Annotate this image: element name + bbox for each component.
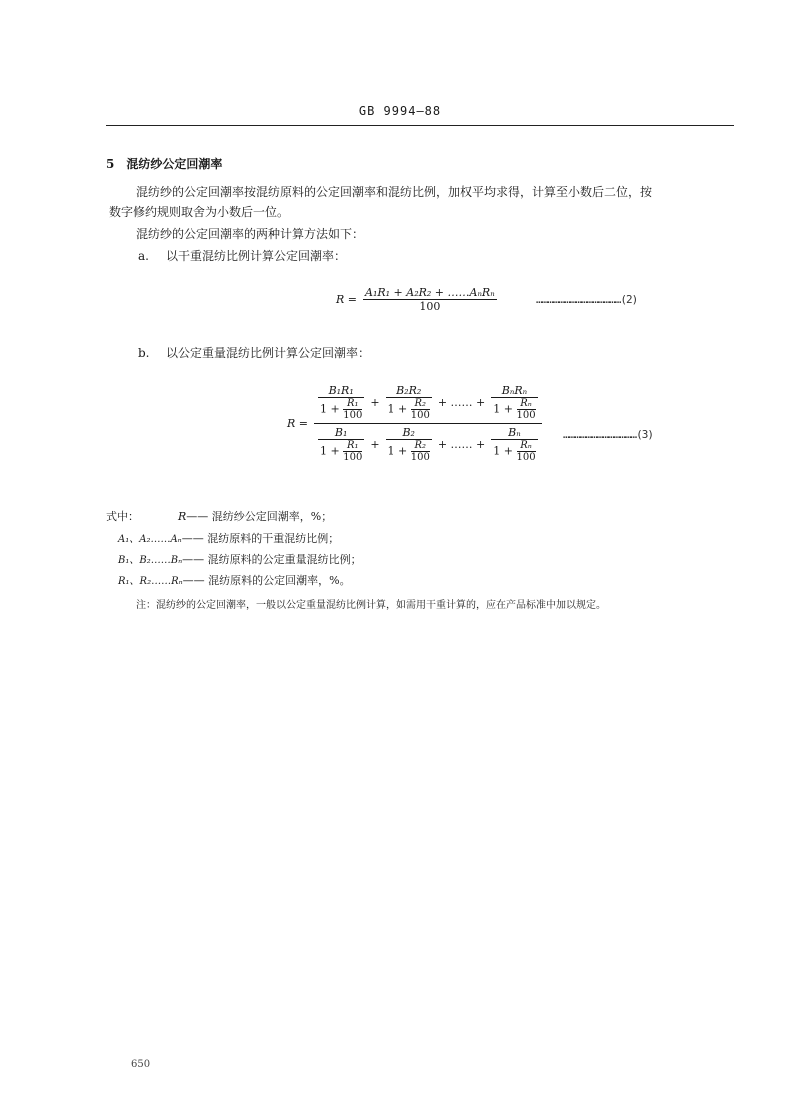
term-2-lower xyxy=(386,426,432,463)
r2-over-100 xyxy=(411,398,430,421)
section-title: 混纺纱公定回潮率 xyxy=(126,157,223,171)
section-heading xyxy=(106,155,222,172)
one-plus: 1 + xyxy=(320,444,340,458)
formula-3-main-fraction xyxy=(314,382,542,465)
one-plus: 1 + xyxy=(320,402,340,416)
bn: Bₙ xyxy=(508,426,521,439)
list-item-a xyxy=(138,247,346,264)
plus-sign: + xyxy=(370,396,380,409)
formula-2-numerator: A₁R₁ + A₂R₂ + ……AₙRₙ xyxy=(365,286,495,299)
r2: R₂ xyxy=(414,398,427,409)
where-r-symbol: R xyxy=(178,510,187,523)
formula-2-number: (2) xyxy=(620,293,638,306)
term-n-lower xyxy=(491,426,537,463)
paragraph-2: 混纺纱的公定回潮率的两种计算方法如下： xyxy=(136,227,365,241)
one-plus: 1 + xyxy=(493,402,513,416)
formula-2-number-row xyxy=(536,293,637,306)
where-b-desc: —— 混纺原料的公定重量混纺比例； xyxy=(182,553,362,566)
where-a xyxy=(118,530,339,546)
formula-3-lhs: R = xyxy=(287,417,308,430)
term-2-numerator xyxy=(386,384,432,421)
paragraph-1-line-1: 混纺纱的公定回潮率按混纺原料的公定回潮率和混纺比例，加权平均求得，计算至小数后二位，按 xyxy=(136,185,653,199)
formula-3-numerator xyxy=(314,382,542,423)
where-a-desc: —— 混纺原料的干重混纺比例； xyxy=(181,532,340,545)
formula-3-number-row xyxy=(563,428,653,441)
b2: B₂ xyxy=(402,426,415,439)
term-n-lower-denominator xyxy=(491,440,537,463)
where-r-desc: —— 混纺纱公定回潮率，%； xyxy=(186,510,333,523)
paragraph-1-line-2: 数字修约规则取舍为小数后一位。 xyxy=(109,205,290,219)
term-2-denominator xyxy=(386,398,432,421)
hundred: 100 xyxy=(343,452,363,463)
one-plus: 1 + xyxy=(493,444,513,458)
term-2-lower-denominator xyxy=(386,440,432,463)
one-plus: 1 + xyxy=(387,402,408,416)
formula-3-number: (3) xyxy=(636,428,653,441)
formula-2-denominator: 100 xyxy=(419,300,441,313)
r1-over-100 xyxy=(343,398,362,421)
where-r xyxy=(106,508,332,524)
plus-sign: + xyxy=(370,438,380,451)
item-a-label: a. xyxy=(138,249,149,263)
r1: R₁ xyxy=(346,440,359,451)
b1: B₁ xyxy=(334,426,348,439)
where-intro: 式中： xyxy=(106,510,139,523)
b1r1: B₁R₁ xyxy=(328,384,354,397)
term-n-numerator xyxy=(491,384,537,421)
r1: R₁ xyxy=(346,398,359,409)
item-a-text: 以干重混纺比例计算公定回潮率： xyxy=(166,249,347,263)
document-code-header: GB 9994—88 xyxy=(358,104,442,118)
term-1-lower-denominator xyxy=(318,440,364,463)
page-number: 650 xyxy=(131,1059,151,1070)
where-rr-desc: —— 混纺原料的公定回潮率，%。 xyxy=(182,574,351,587)
ellipsis-plus: + …… + xyxy=(437,438,486,451)
formula-2-leader: ……………………………………… xyxy=(536,293,621,306)
r2-over-100 xyxy=(411,440,430,463)
hundred: 100 xyxy=(516,410,536,421)
term-n-denominator xyxy=(491,398,537,421)
formula-2-fraction xyxy=(363,286,497,313)
item-b-label: b. xyxy=(138,346,150,360)
where-b-symbol: B₁、B₂……Bₙ xyxy=(118,555,183,566)
formula-2 xyxy=(336,286,497,313)
hundred: 100 xyxy=(516,452,536,463)
header-rule xyxy=(106,125,734,126)
list-item-b xyxy=(138,344,370,361)
b2r2: B₂R₂ xyxy=(396,384,422,397)
bnrn: BₙRₙ xyxy=(501,384,528,397)
hundred: 100 xyxy=(410,410,430,421)
hundred: 100 xyxy=(410,452,430,463)
term-1-numerator xyxy=(318,384,364,421)
r2: R₂ xyxy=(414,440,427,451)
where-b xyxy=(118,551,362,567)
where-rr xyxy=(118,572,351,588)
term-1-denominator xyxy=(318,398,364,421)
term-1-lower xyxy=(318,426,364,463)
formula-3-denominator xyxy=(314,424,542,465)
rn-over-100 xyxy=(517,398,536,421)
item-b-text: 以公定重量混纺比例计算公定回潮率： xyxy=(166,346,371,360)
footnote: 注：混纺纱的公定回潮率，一般以公定重量混纺比例计算，如需用干重计算的，应在产品标准中加以规定。 xyxy=(136,600,606,611)
rn-over-100 xyxy=(517,440,536,463)
rn: Rₙ xyxy=(520,398,532,409)
one-plus: 1 + xyxy=(387,444,408,458)
where-rr-symbol: R₁、R₂……Rₙ xyxy=(118,576,183,587)
rn: Rₙ xyxy=(520,440,532,451)
section-number: 5 xyxy=(106,157,115,171)
r1-over-100 xyxy=(343,440,362,463)
ellipsis-plus: + …… + xyxy=(437,396,486,409)
formula-3-leader: ………………………………… xyxy=(563,428,637,441)
where-a-symbol: A₁、A₂……Aₙ xyxy=(118,534,182,545)
formula-2-lhs: R = xyxy=(336,293,357,306)
hundred: 100 xyxy=(343,410,363,421)
formula-3 xyxy=(287,382,542,465)
